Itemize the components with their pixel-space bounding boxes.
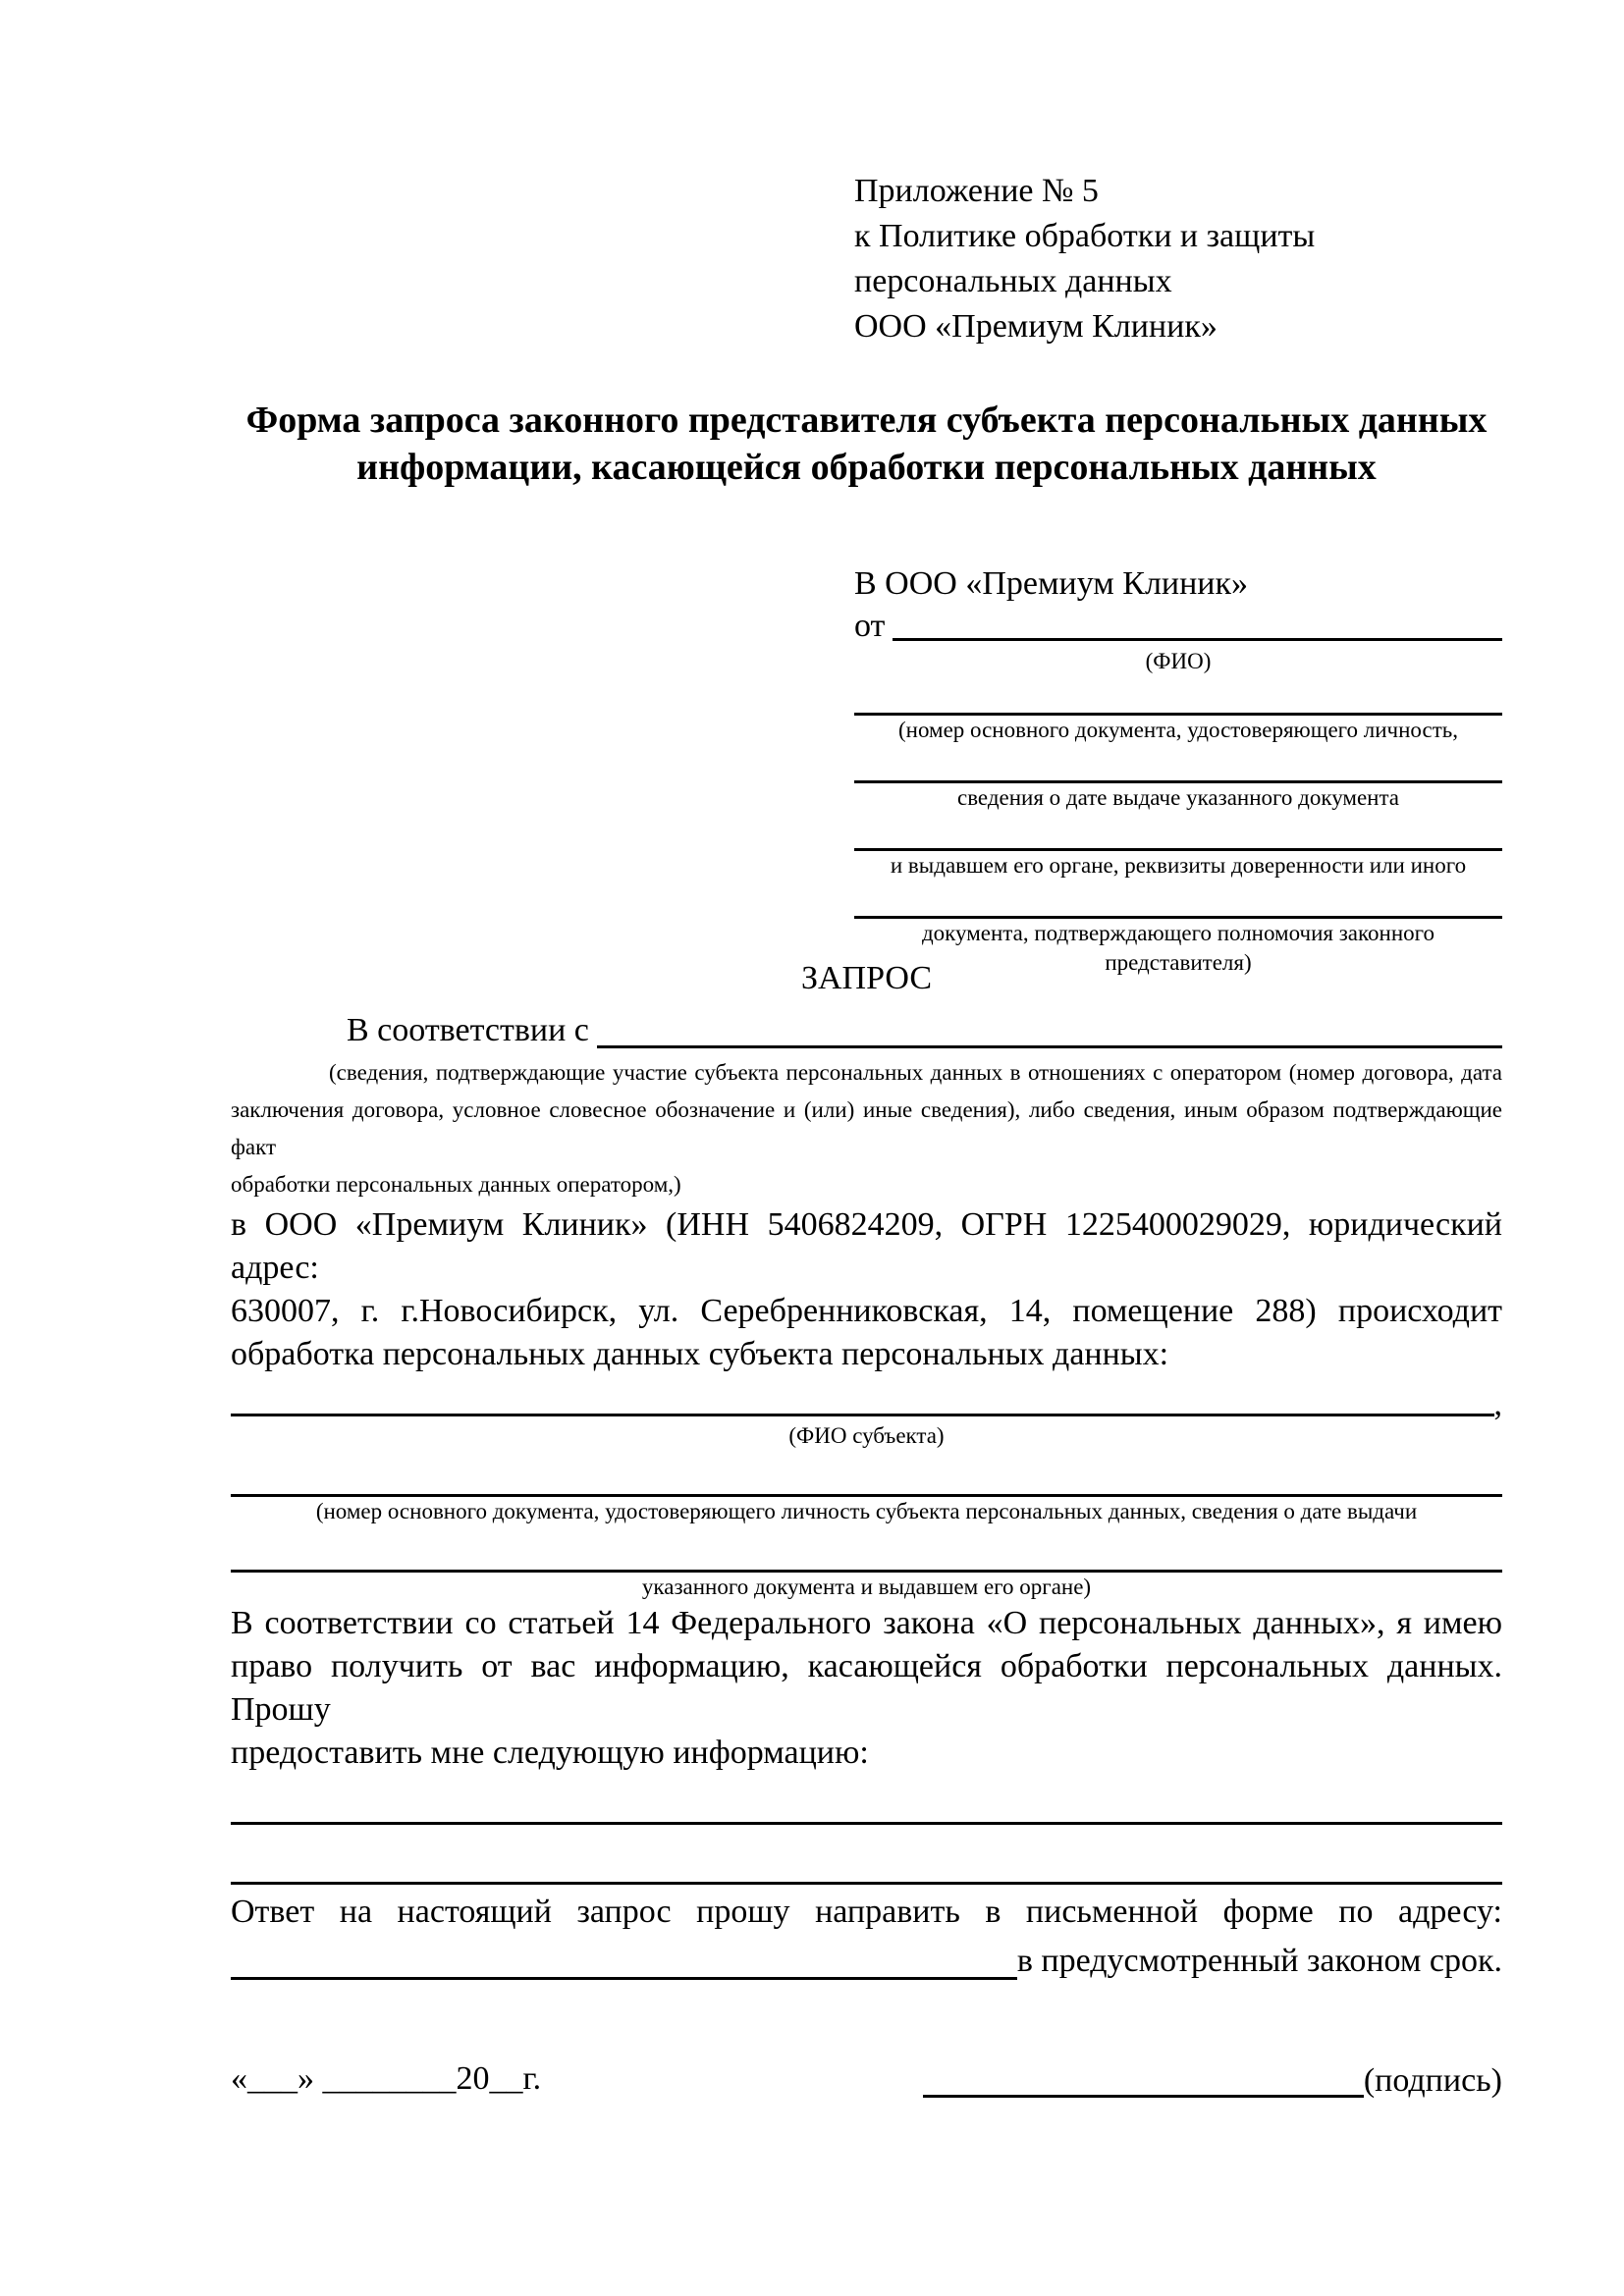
reply-address-writein-line <box>231 1976 1017 1980</box>
from-label: от <box>854 608 886 644</box>
operator-line: в ООО «Премиум Клиник» (ИНН 5406824209, ОГРН 1225400029029, юридический адрес: <box>231 1206 1502 1286</box>
law-line: В соответствии со статьей 14 Федерального закона «О персональных данных», я имею <box>231 1605 1502 1641</box>
reply-line-suffix: в предусмотренный законом срок. <box>1016 1943 1502 1979</box>
basis-writein-line <box>597 1044 1502 1048</box>
appendix-block <box>854 169 1502 349</box>
representative-doc-writein-line <box>854 881 1502 919</box>
information-writein-line <box>231 1825 1502 1885</box>
title-line: Форма запроса законного представителя субъекта персональных данных <box>245 400 1488 441</box>
representative-doc-writein-line <box>854 813 1502 851</box>
law-line: предоставить мне следующую информацию: <box>231 1735 869 1771</box>
reply-line: Ответ на настоящий запрос прошу направить в письменной форме по адресу: <box>231 1894 1502 1930</box>
doc-caption: сведения о дате выдаче указанного документа <box>956 785 1400 810</box>
doc-caption: документа, подтверждающего полномочия законного представителя) <box>921 921 1435 975</box>
law-line: право получить от вас информацию, касающейся обработки персональных данных. Прошу <box>231 1648 1502 1728</box>
document-title <box>231 397 1502 491</box>
subject-doc-caption: указанного документа и выдавшем его органе) <box>641 1575 1092 1599</box>
operator-paragraph <box>231 1203 1502 1376</box>
reply-address-row <box>231 1938 1502 1985</box>
information-writein-line <box>231 1779 1502 1825</box>
subject-doc-writein-line <box>231 1526 1502 1573</box>
subject-fio-caption: (ФИО субъекта) <box>788 1423 945 1448</box>
note-line: (сведения, подтверждающие участие субъекта персональных данных в отношениях с оператором (номер договора, дата <box>329 1060 1502 1085</box>
doc-caption: и выдавшем его органе, реквизиты доверенности или иного <box>890 853 1467 878</box>
appendix-line: ООО «Премиум Клиник» <box>854 308 1218 345</box>
title-line: информации, касающейся обработки персональных данных <box>356 447 1377 488</box>
representative-doc-writein-line <box>854 745 1502 783</box>
accordance-row <box>231 1007 1502 1054</box>
date-writein: «___» ________20__г. <box>231 2060 542 2097</box>
doc-caption: (номер основного документа, удостоверяющего личность, <box>897 718 1458 742</box>
from-row <box>854 607 1502 646</box>
signature-area <box>923 2059 1502 2103</box>
representative-doc-writein-line <box>854 677 1502 716</box>
representative-fio-writein-line <box>893 637 1502 641</box>
subject-fio-row <box>231 1376 1502 1421</box>
operator-line: 630007, г. г.Новосибирск, ул. Серебренниковская, 14, помещение 288) происходит <box>231 1293 1502 1329</box>
appendix-line: Приложение № 5 <box>854 173 1099 209</box>
operator-line: обработка персональных данных субъекта персональных данных: <box>231 1336 1169 1372</box>
law-paragraph <box>231 1602 1502 1775</box>
note-line: заключения договора, условное словесное обозначение и (или) иные сведения), либо сведения, иным образом подтверждающие факт <box>231 1097 1502 1159</box>
basis-note <box>231 1054 1502 1203</box>
signature-writein-line <box>923 2094 1364 2098</box>
subject-doc-caption: (номер основного документа, удостоверяющего личность субъекта персональных данных, сведения о дате выдачи <box>315 1499 1418 1523</box>
fio-caption: (ФИО) <box>1145 649 1212 673</box>
subject-fio-comma: , <box>1493 1386 1502 1422</box>
subject-doc-writein-line <box>231 1451 1502 1497</box>
appendix-line: персональных данных <box>854 263 1172 299</box>
accordance-lead: В соответствии с <box>347 1012 589 1048</box>
subject-fio-writein-line <box>231 1413 1494 1416</box>
appendix-line: к Политике обработки и защиты <box>854 218 1316 254</box>
addressee-organization: В ООО «Премиум Клиник» <box>854 565 1249 602</box>
request-heading: ЗАПРОС <box>800 960 933 996</box>
note-line: обработки персональных данных оператором,) <box>231 1172 681 1197</box>
addressee-block <box>854 561 1502 975</box>
signature-caption: (подпись) <box>1363 2062 1502 2099</box>
signature-row <box>231 2056 1502 2103</box>
